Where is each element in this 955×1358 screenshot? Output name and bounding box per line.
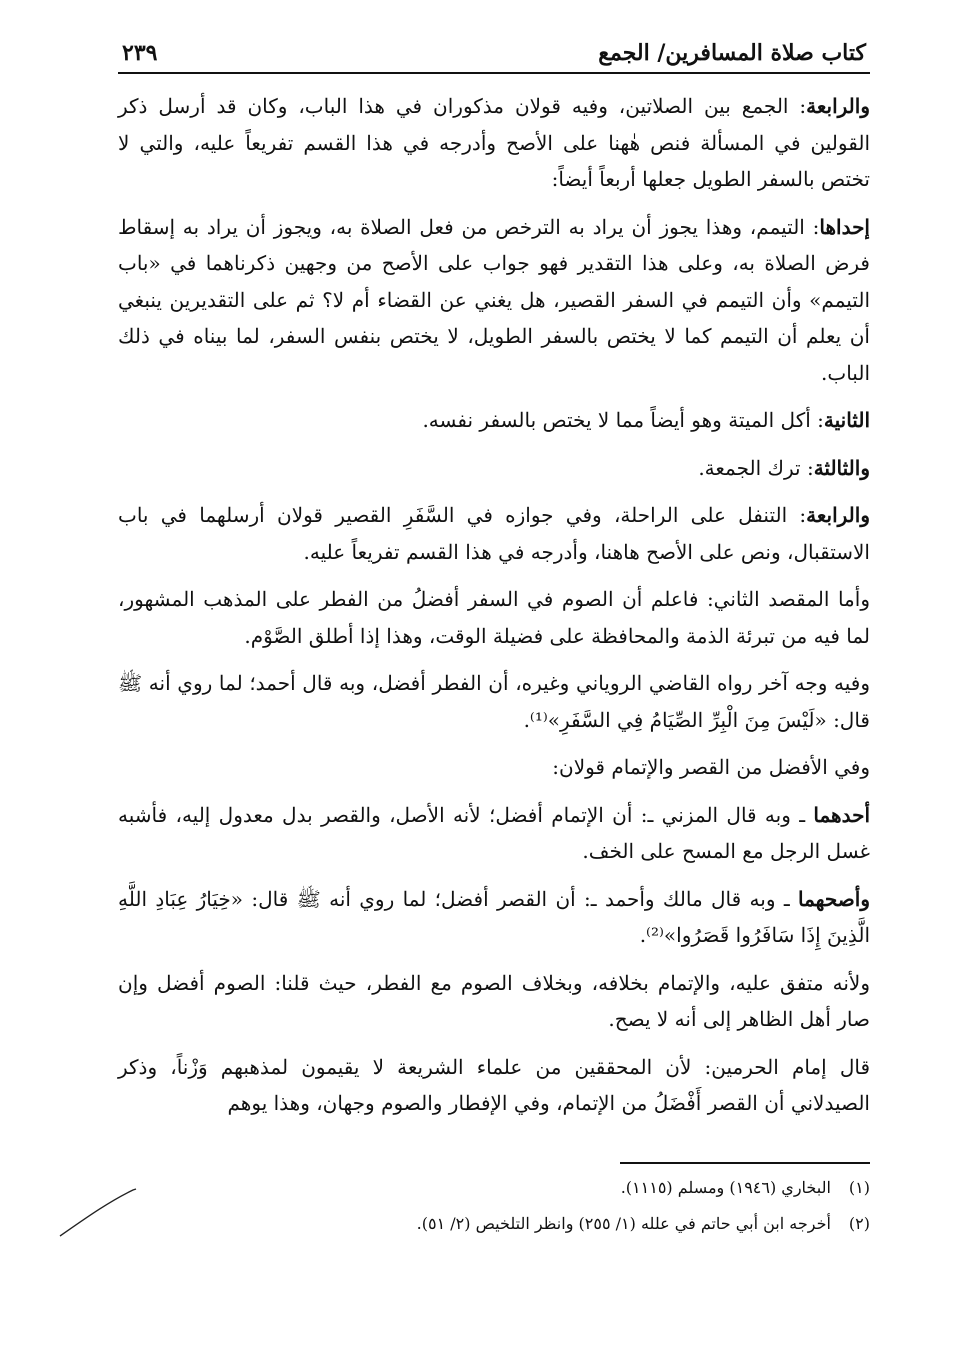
paragraph: [118, 881, 870, 954]
chapter-title: كتاب صلاة المسافرين/ الجمع: [598, 40, 866, 66]
page-number: ٢٣٩: [122, 40, 158, 66]
paragraph-text: وفيه وجه آخر رواه القاضي الروياني وغيره، أن الفطر أفضل، وبه قال أحمد؛ لما روي أنه ﷺ قال: «لَيْسَ مِنَ الْبِرِّ الصِّيَامُ فِي السَّفَرِ»⁽¹⁾.: [118, 671, 870, 732]
paragraph-text: وأما المقصد الثاني: فاعلم أن الصوم في السفر أفضلُ من الفطر على المذهب المشهور، لما فيه من تبرئة الذمة والمحافظة على فضيلة الوقت، وهذا إذا أطلق الصَّوْم.: [118, 587, 870, 648]
paragraph-lead: الثانية: [823, 408, 870, 432]
footnote-separator: [620, 1162, 870, 1164]
paragraph: [118, 665, 870, 738]
footnotes: [118, 1170, 870, 1242]
paragraph: [118, 581, 870, 654]
paragraph: [118, 497, 870, 570]
paragraph: [118, 965, 870, 1038]
footnote-number: (١): [848, 1177, 870, 1197]
footnote-text: البخاري (١٩٤٦) ومسلم (١١١٥).: [620, 1177, 831, 1197]
paragraph: [118, 749, 870, 786]
pen-stroke-mark: [58, 1180, 148, 1240]
paragraph-lead: والثالثة: [813, 455, 870, 480]
paragraph: [118, 797, 870, 870]
paragraph-lead: إحداها: [819, 214, 870, 239]
paragraph-text: : التيمم، وهذا يجوز أن يراد به الترخص من فعل الصلاة به، ويجوز أن يراد به إسقاط فرض الصلاة به، وعلى هذا التقدير فهو جواب على الأصح من وجهين ذكرناهما في «باب التيمم» وأن التيمم في السفر القصير، هل يغني عن القضاء أم لا؟ ثم على التقديرين ينبغي أن يعلم أن التيمم كما لا يختص بالسفر الطويل، لا يختص بنفس السفر، لما بيناه في ذلك الباب.: [118, 214, 870, 385]
footnote: [118, 1206, 870, 1242]
paragraph-text: ـ وبه قال مالك وأحمد ـ: أن القصر أفضل؛ لما روي أنه ﷺ قال: «خِيَارُ عِبَادِ اللَّهِ الَّذِينَ إِذَا سَافَرُوا قَصَرُوا»⁽²⁾.: [118, 886, 870, 947]
paragraph-text: : التنفل على الراحلة، وفي جوازه في السَّفَرِ القصير قولان أرسلهما في باب الاستقبال، ونص على الأصح هاهنا، وأدرجه في هذا القسم تفريعاً عليه.: [118, 503, 870, 564]
paragraph: [118, 450, 870, 487]
paragraph-text: : ترك الجمعة.: [698, 455, 814, 480]
main-text: [118, 88, 870, 1122]
paragraph: [118, 1049, 870, 1122]
footnote: [118, 1170, 870, 1206]
paragraph: [118, 88, 870, 198]
paragraph: [118, 209, 870, 392]
paragraph: [118, 402, 870, 439]
paragraph-lead: والرابعة: [806, 94, 870, 118]
paragraph-text: قال إمام الحرمين: لأن المحققين من علماء الشريعة لا يقيمون لمذهبهم وَزْناً، وذكر الصيدلاني أن القصر أَفْضَلُ من الإتمام، وفي الإفطار والصوم وجهان، وهذا يوهم: [118, 1054, 870, 1115]
paragraph-lead: أحدهما: [813, 802, 871, 827]
footnote-text: أخرجه ابن أبي حاتم في علله (١/ ٢٥٥) وانظر التلخيص (٢/ ٥١).: [416, 1213, 831, 1233]
paragraph-lead: والرابعة: [806, 503, 870, 527]
paragraph-text: : الجمع بين الصلاتين، وفيه قولان مذكوران في هذا الباب، وكان قد أرسل ذكر القولين في المسألة فنص هٰهنا على الأصح وأدرجه في هذا القسم تفريعاً عليه، والتي لا تختص بالسفر الطويل جعلها أربعاً أيضاً:: [118, 94, 870, 191]
paragraph-text: وفي الأفضل من القصر والإتمام قولان:: [552, 755, 870, 779]
running-header: [118, 40, 870, 74]
paragraph-text: ـ وبه قال المزني ـ: أن الإتمام أفضل؛ لأنه الأصل، والقصر بدل معدول إليه، فأشبه غسل الرجل مع المسح على الخف.: [118, 802, 870, 863]
paragraph-text: ولأنه متفق عليه، والإتمام بخلافه، وبخلاف الصوم مع الفطر، حيث قلنا: الصوم أفضل وإن صار أهل الظاهر إلى أنه لا يصح.: [118, 970, 870, 1031]
footnote-number: (٢): [848, 1213, 870, 1233]
paragraph-lead: وأصحهما: [798, 886, 870, 911]
book-page: [118, 40, 870, 1242]
paragraph-text: : أكل الميتة وهو أيضاً مما لا يختص بالسفر نفسه.: [422, 408, 824, 432]
